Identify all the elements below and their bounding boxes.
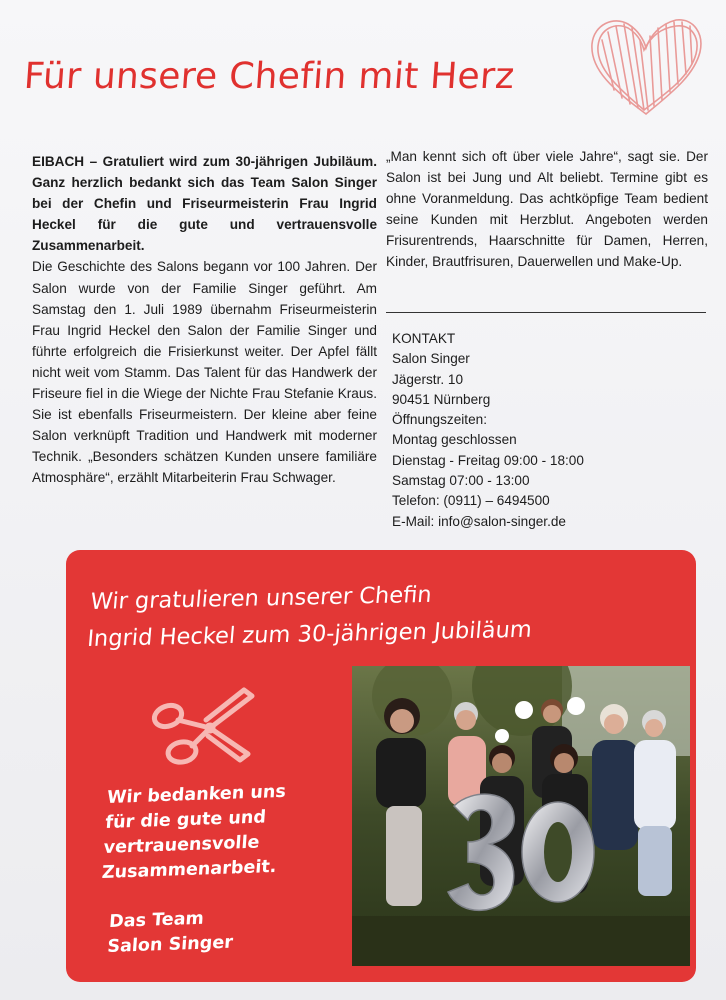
card-title-line: Ingrid Heckel zum 30-jährigen Jubiläum [86,616,533,652]
contact-phone: Telefon: (0911) – 6494500 [392,493,550,509]
team-line: Das Team [108,908,205,932]
contact-name: Salon Singer [392,351,470,367]
article-body: Die Geschichte des Salons begann vor 100 Jahren. Der Salon wurde von der Familie Singer geführt. Am Samstag den 1. Juli 1989 übernahm Friseurmeisterin Frau Ingrid Heckel den Salon der Familie Singer und führte erfolgreich die Frisierkunst weiter. Der Apfel fällt nicht weit vom Stamm. Das Talent für das Handwerk der Friseure fiel in die Wiege der Nichte Frau Stefanie Kraus. Sie ist ebenfalls Friseurmeistern. Der kleine aber feine Salon verknüpft Tradition und Handwerk mit moderner Technik. „Besonders schätzen Kunden unsere familiäre Atmosphäre“, erzählt Mitarbeiterin Frau Schwager. [32,259,377,486]
thanks-line: vertrauensvolle [102,832,261,858]
contact-heading: KONTAKT [392,331,456,346]
contact-hours-tue-fri: Dienstag - Freitag 09:00 - 18:00 [392,452,584,468]
thanks-line: Zusammenarbeit. [101,856,278,883]
article-lead: EIBACH – Gratuliert wird zum 30-jährigen Jubiläum. Ganz herzlich bedankt sich das Team Salon Singer bei der Chefin und Friseurmeisterin Frau Ingrid Heckel für die gute und vertrauensvolle Zusammenarbeit. [32,154,377,254]
article-right-column [386,146,708,273]
scissors-icon [148,676,260,776]
contact-hours-label: Öffnungszeiten: [392,412,487,428]
team-signature [106,906,235,960]
contact-hours-sat: Samstag 07:00 - 13:00 [392,473,530,489]
contact-email: E-Mail: info@salon-singer.de [392,513,566,529]
contact-box [392,329,584,532]
thanks-line: Wir bedanken uns [106,781,287,808]
contact-hours-mon: Montag geschlossen [392,432,517,448]
article-right-body: „Man kennt sich oft über viele Jahre“, sagt sie. Der Salon ist bei Jung und Alt beliebt. Termine gibt es ohne Voranmeldung. Das achtköpfige Team bedient seine Kunden mit Herzblut. Angeboten werden Frisurentrends, Haarschnitte für Damen, Herren, Kinder, Brautfrisuren, Dauerwellen und Make-Up. [386,149,708,270]
contact-city: 90451 Nürnberg [392,391,491,407]
headline: Für unsere Chefin mit Herz [22,56,516,97]
article-left-column [32,151,377,489]
card-title-line: Wir gratulieren unserer Chefin [89,581,433,615]
team-photo [352,666,690,966]
contact-street: Jägerstr. 10 [392,371,464,387]
congratulation-card [66,550,696,982]
divider [386,312,706,313]
heart-scribble-icon [584,10,708,122]
card-title [86,575,537,658]
thanks-line: für die gute und [104,807,267,833]
thanks-text [101,780,287,886]
team-line: Salon Singer [106,932,234,957]
